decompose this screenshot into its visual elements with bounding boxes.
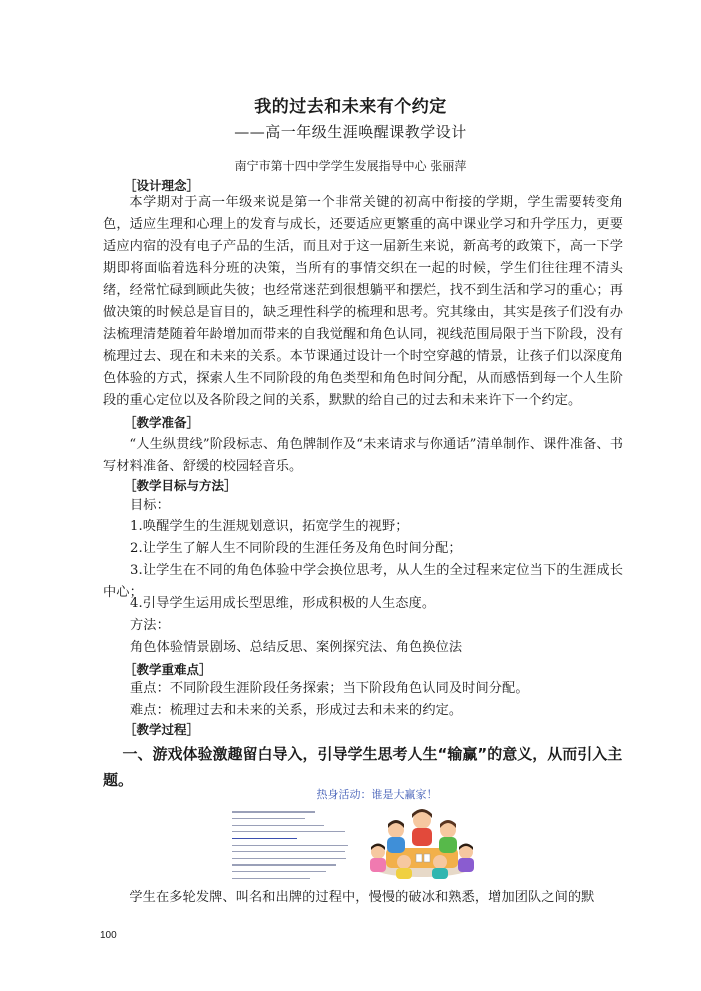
figure-title: 热身活动：谁是大赢家！ bbox=[316, 788, 438, 801]
key-points-heading: ［教学重难点］ bbox=[124, 662, 212, 677]
preparation-heading: ［教学准备］ bbox=[124, 415, 200, 430]
goal-label: 目标： bbox=[130, 498, 170, 513]
goal-item-2: 2.让学生了解人生不同阶段的生涯任务及角色时间分配； bbox=[130, 541, 462, 556]
concept-heading: ［设计理念］ bbox=[124, 178, 200, 193]
difficult-point-text: 难点：梳理过去和未来的关系，形成过去和未来的约定。 bbox=[130, 703, 463, 718]
warmup-activity-figure bbox=[232, 786, 482, 881]
document-title: 我的过去和未来有个约定 bbox=[254, 97, 447, 117]
goal-item-4: 4.引导学生运用成长型思维，形成积极的人生态度。 bbox=[130, 596, 436, 611]
document-subtitle: ——高一年级生涯唤醒课教学设计 bbox=[234, 123, 467, 141]
concept-paragraph: 本学期对于高一年级来说是第一个非常关键的初高中衔接的学期，学生需要转变角色，适应生理和心理上的发育与成长，还要适应更繁重的高中课业学习和升学压力，更要适应内宿的没有电子产品的生活，而且对于这一届新生来说，新高考的政策下，高一下学期即将面临着选科分班的决策，当所有的事情交织在一起的时候，学生们往往理不清头绪，经常忙碌到顾此失彼；也经常迷茫到很想躺平和摆烂，找不到生活和学习的重心；再做决策的时候总是盲目的，缺乏理性科学的梳理和思考。究其缘由，其实是孩子们没有办法梳理清楚随着年龄增加而带来的自我觉醒和角色认同，视线范围局限于当下阶段，没有梳理过去、现在和未来的关系。本节课通过设计一个时空穿越的情景，让孩子们以深度角色体验的方式，探索人生不同阶段的角色类型和角色时间分配，从而感悟到每一个人生阶段的重心定位以及各阶段之间的关系，默默的给自己的过去和未来许下一个约定。 bbox=[103, 195, 623, 408]
goal-item-3: 3.让学生在不同的角色体验中学会换位思考，从人生的全过程来定位当下的生涯成长中心； bbox=[103, 563, 623, 600]
page-number: 100 bbox=[100, 930, 117, 941]
process-heading: ［教学过程］ bbox=[124, 722, 200, 737]
section-1-title: 一、游戏体验激趣留白导入，引导学生思考人生“输赢”的意义，从而引入主题。 bbox=[103, 745, 623, 789]
methods-list: 角色体验情景剧场、总结反思、案例探究法、角色换位法 bbox=[130, 640, 463, 655]
key-point-text: 重点：不同阶段生涯阶段任务探索；当下阶段角色认同及时间分配。 bbox=[130, 681, 529, 696]
preparation-paragraph: “人生纵贯线”阶段标志、角色牌制作及“未来请求与你通话”清单制作、课件准备、书写材料准备、舒缓的校园轻音乐。 bbox=[103, 437, 623, 474]
method-label: 方法： bbox=[130, 618, 170, 633]
figure-rules-text bbox=[232, 806, 350, 876]
author-line: 南宁市第十四中学学生发展指导中心 张丽萍 bbox=[234, 159, 467, 173]
goal-item-1: 1.唤醒学生的生涯规划意识，拓宽学生的视野； bbox=[130, 519, 409, 534]
activity-description: 学生在多轮发牌、叫名和出牌的过程中，慢慢的破冰和熟悉，增加团队之间的默 bbox=[129, 890, 595, 905]
kids-playing-illustration bbox=[362, 802, 480, 880]
goals-heading: ［教学目标与方法］ bbox=[124, 478, 237, 493]
